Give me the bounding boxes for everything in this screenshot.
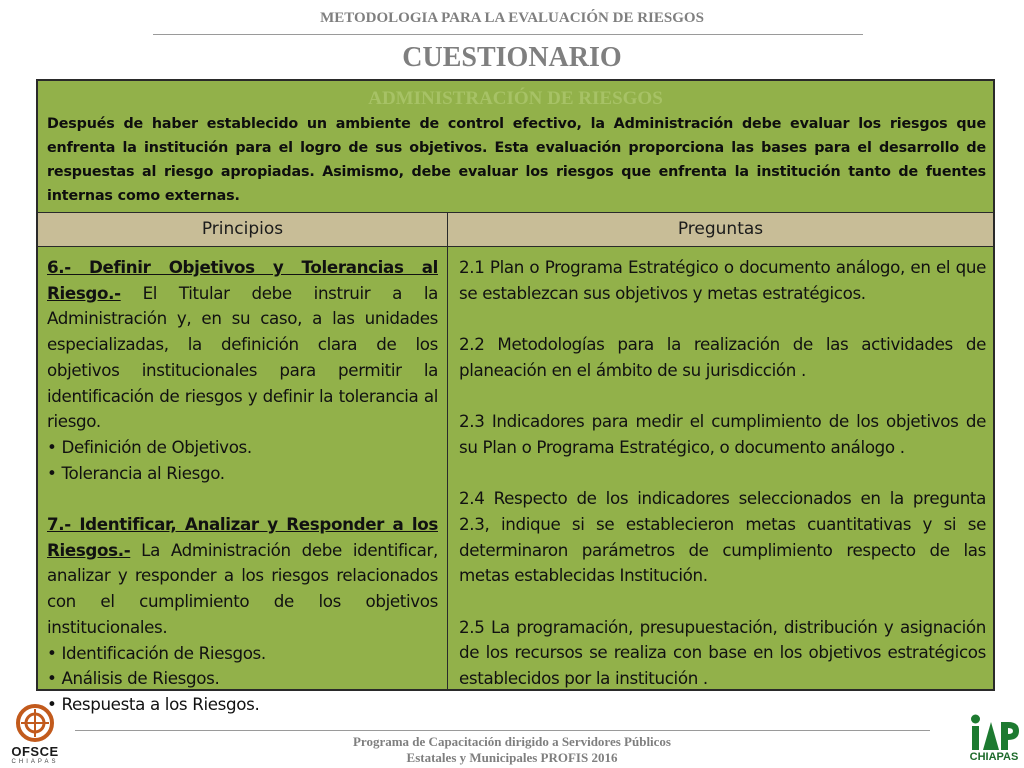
section-title: ADMINISTRACIÓN DE RIESGOS <box>368 88 663 109</box>
principle-bullet: • Análisis de Riesgos. <box>47 668 220 689</box>
iap-logo-text: CHIAPAS <box>969 751 1019 763</box>
principle-bullet: • Respuesta a los Riesgos. <box>47 693 260 714</box>
column-header-principios: Principios <box>201 219 284 239</box>
principle-7 <box>47 512 438 718</box>
column-header-preguntas: Preguntas <box>677 219 764 239</box>
question-2-5: 2.5 La programación, presupuestación, distribución y asignación de los recursos se realiza con base en los objetivos estratégicos establecidos por la institución . <box>459 616 986 689</box>
question-2-1: 2.1 Plan o Programa Estratégico o documento análogo, en el que se establezcan sus objetivos y metas estratégicos. <box>459 257 986 303</box>
principle-body: La Administración debe identificar, analizar y responder a los riesgos relacionados con el cumplimiento de los objetivos institucionales. <box>47 539 438 637</box>
question-2-4: 2.4 Respecto de los indicadores seleccionados en la pregunta 2.3, indique si se establecieron metas cuantitativas y si se determinaron parámetros de cumplimiento respecto de las metas establecidas Institución. <box>459 488 986 586</box>
footer-line-2: Estatales y Municipales PROFIS 2016 <box>406 750 618 765</box>
ofsce-logo-subtext: CHIAPAS <box>11 759 59 765</box>
principle-bullet: • Identificación de Riesgos. <box>47 642 266 663</box>
principle-title: 6.- Definir Objetivos y Tolerancias al Riesgo.- <box>47 257 438 303</box>
footer-text <box>0 734 1024 766</box>
questionnaire-table <box>36 79 995 714</box>
principle-6 <box>47 255 438 486</box>
page-title: CUESTIONARIO <box>402 42 622 73</box>
ofsce-logo-text: OFSCE <box>11 744 59 759</box>
question-2-3: 2.3 Indicadores para medir el cumplimiento de los objetivos de su Plan o Programa Estratégico, o documento análogo . <box>459 411 986 457</box>
question-2-2: 2.2 Metodologías para la realización de las actividades de planeación en el ámbito de su jurisdicción . <box>459 334 986 380</box>
principle-bullet: • Definición de Objetivos. <box>47 436 252 457</box>
table-header-row <box>38 212 993 247</box>
header-divider <box>153 34 863 35</box>
footer-divider <box>75 730 930 731</box>
principle-title: 7.- Identificar, Analizar y Responder a los Riesgos.- <box>47 514 438 560</box>
iap-logo-icon <box>968 712 1020 752</box>
footer-line-1: Programa de Capacitación dirigido a Servidores Públicos <box>352 734 671 749</box>
section-intro-text: Después de haber establecido un ambiente de control efectivo, la Administración debe evaluar los riesgos que enfrenta la institución para el logro de sus objetivos. Esta evaluación proporciona las bases para el desarrollo de respuestas al riesgo apropiadas. Asimismo, debe evaluar los riesgos que enfrenta la institución tanto de fuentes internas como externas. <box>47 116 986 204</box>
questions-cell <box>459 255 986 692</box>
column-divider <box>447 246 448 689</box>
principle-body: El Titular debe instruir a la Administración y, en su caso, a las unidades especializadas, la definición clara de los objetivos institucionales para permitir la identificación de riesgos y definir la tolerancia al riesgo. <box>47 282 438 432</box>
section-intro <box>38 81 993 212</box>
page-header-title: METODOLOGIA PARA LA EVALUACIÓN DE RIESGOS <box>320 10 704 26</box>
principle-bullet: • Tolerancia al Riesgo. <box>47 462 225 483</box>
principles-cell <box>47 255 438 718</box>
